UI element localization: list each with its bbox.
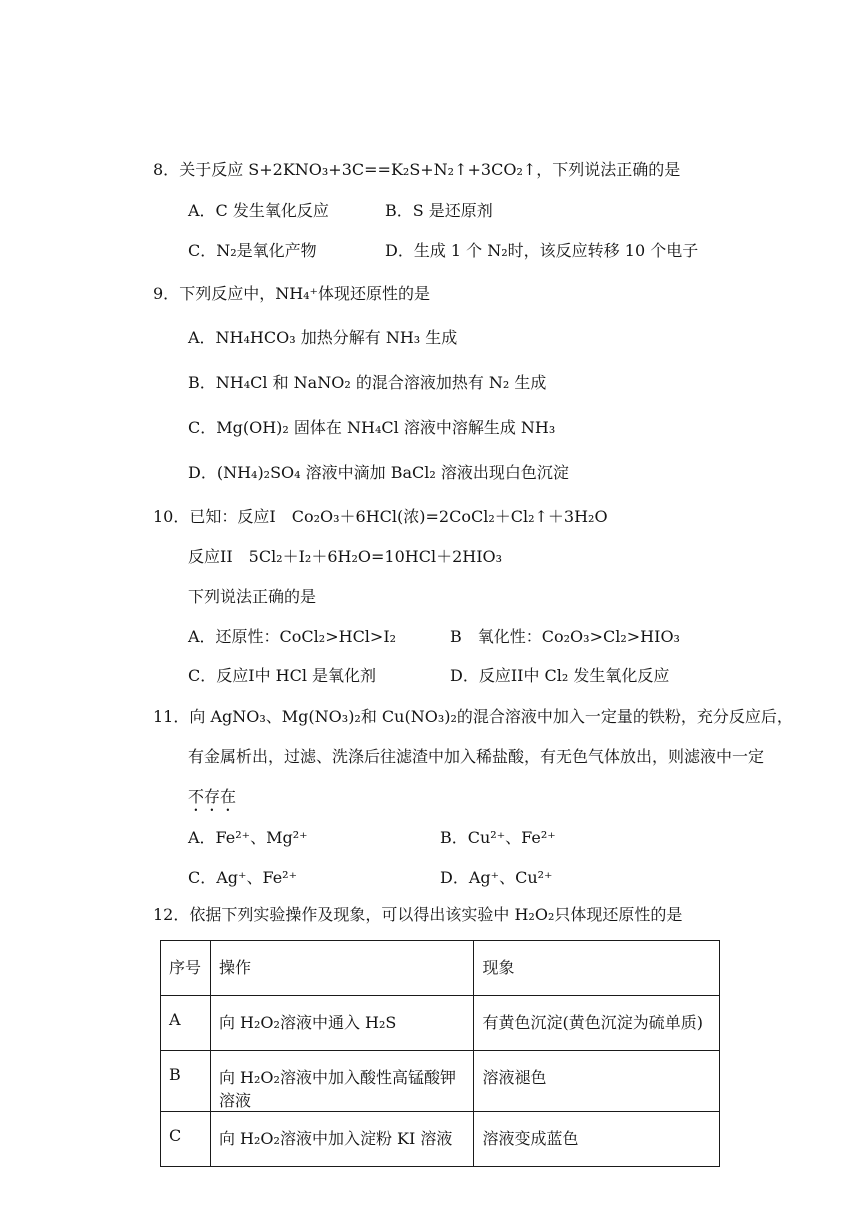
q11-stem-1: 向 AgNO₃、Mg(NO₃)₂和 Cu(NO₃)₂的混合溶液中加入一定量的铁粉，充分反应后， — [189, 707, 793, 726]
q11-stem-line-1 — [153, 705, 793, 729]
q10-option-b: B 氧化性：Co₂O₃>Cl₂>HIO₃ — [450, 627, 680, 646]
q11-option-d: D．Ag⁺、Cu²⁺ — [440, 868, 553, 887]
table-row — [161, 1112, 720, 1167]
q10-reaction-2: 反应II 5Cl₂＋I₂＋6H₂O=10HCl＋2HIO₃ — [188, 547, 503, 566]
q10-known-line — [153, 505, 608, 529]
q8-option-c: C．N₂是氧化产物 — [188, 241, 317, 260]
table-header-row — [161, 941, 720, 996]
q10-reaction-1: 已知：反应I Co₂O₃＋6HCl(浓)=2CoCl₂＋Cl₂↑＋3H₂O — [189, 507, 608, 526]
table-row — [161, 996, 720, 1051]
q8-stem-line — [153, 158, 680, 182]
q9-option-d: D．(NH₄)₂SO₄ 溶液中滴加 BaCl₂ 溶液出现白色沉淀 — [188, 463, 569, 482]
row-a-serial: A — [161, 996, 211, 1051]
row-a-phenomenon: 有黄色沉淀(黄色沉淀为硫单质) — [474, 996, 720, 1051]
q11-number: 11． — [153, 707, 190, 726]
row-b-operation: 向 H₂O₂溶液中加入酸性高锰酸钾溶液 — [210, 1051, 474, 1112]
q12-stem-line — [153, 903, 682, 927]
q9-option-a: A．NH₄HCO₃ 加热分解有 NH₃ 生成 — [188, 328, 458, 347]
header-phenomenon: 现象 — [474, 941, 720, 996]
q9-stem: 下列反应中，NH₄⁺体现还原性的是 — [179, 284, 431, 303]
q11-stem-line-2: 有金属析出，过滤、洗涤后往滤渣中加入稀盐酸，有无色气体放出，则滤液中一定 — [188, 747, 765, 766]
q8-option-d: D．生成 1 个 N₂时，该反应转移 10 个电子 — [385, 241, 699, 260]
row-c-operation: 向 H₂O₂溶液中加入淀粉 KI 溶液 — [210, 1112, 474, 1167]
q10-stem: 下列说法正确的是 — [188, 587, 317, 606]
q11-emphasis-text: 不存在 — [188, 787, 237, 806]
q10-option-a: A．还原性：CoCl₂>HCl>I₂ — [188, 627, 397, 646]
table-row — [161, 1051, 720, 1112]
q8-option-a: A．C 发生氧化反应 — [188, 201, 329, 220]
q11-option-b: B．Cu²⁺、Fe²⁺ — [440, 828, 556, 847]
q10-number: 10． — [153, 507, 190, 526]
row-b-phenomenon: 溶液褪色 — [474, 1051, 720, 1112]
q8-stem: 关于反应 S+2KNO₃+3C==K₂S+N₂↑+3CO₂↑，下列说法正确的是 — [179, 160, 681, 179]
q10-option-d: D．反应II中 Cl₂ 发生氧化反应 — [450, 666, 670, 685]
q9-stem-line — [153, 282, 430, 306]
header-serial: 序号 — [161, 941, 211, 996]
q8-option-b: B．S 是还原剂 — [385, 201, 493, 220]
row-b-serial: B — [161, 1051, 211, 1112]
q11-option-a: A．Fe²⁺、Mg²⁺ — [188, 828, 308, 847]
q8-number: 8． — [153, 160, 180, 179]
row-c-serial: C — [161, 1112, 211, 1167]
row-c-phenomenon: 溶液变成蓝色 — [474, 1112, 720, 1167]
q9-option-c: C．Mg(OH)₂ 固体在 NH₄Cl 溶液中溶解生成 NH₃ — [188, 418, 556, 437]
q9-option-b: B．NH₄Cl 和 NaNO₂ 的混合溶液加热有 N₂ 生成 — [188, 373, 547, 392]
header-operation: 操作 — [210, 941, 474, 996]
row-a-operation: 向 H₂O₂溶液中通入 H₂S — [210, 996, 474, 1051]
q12-number: 12． — [153, 905, 190, 924]
q10-option-c: C．反应I中 HCl 是氧化剂 — [188, 666, 377, 685]
q12-stem: 依据下列实验操作及现象，可以得出该实验中 H₂O₂只体现还原性的是 — [189, 905, 683, 924]
q12-experiment-table — [160, 940, 720, 1167]
q11-option-c: C．Ag⁺、Fe²⁺ — [188, 868, 298, 887]
q9-number: 9． — [153, 284, 180, 303]
